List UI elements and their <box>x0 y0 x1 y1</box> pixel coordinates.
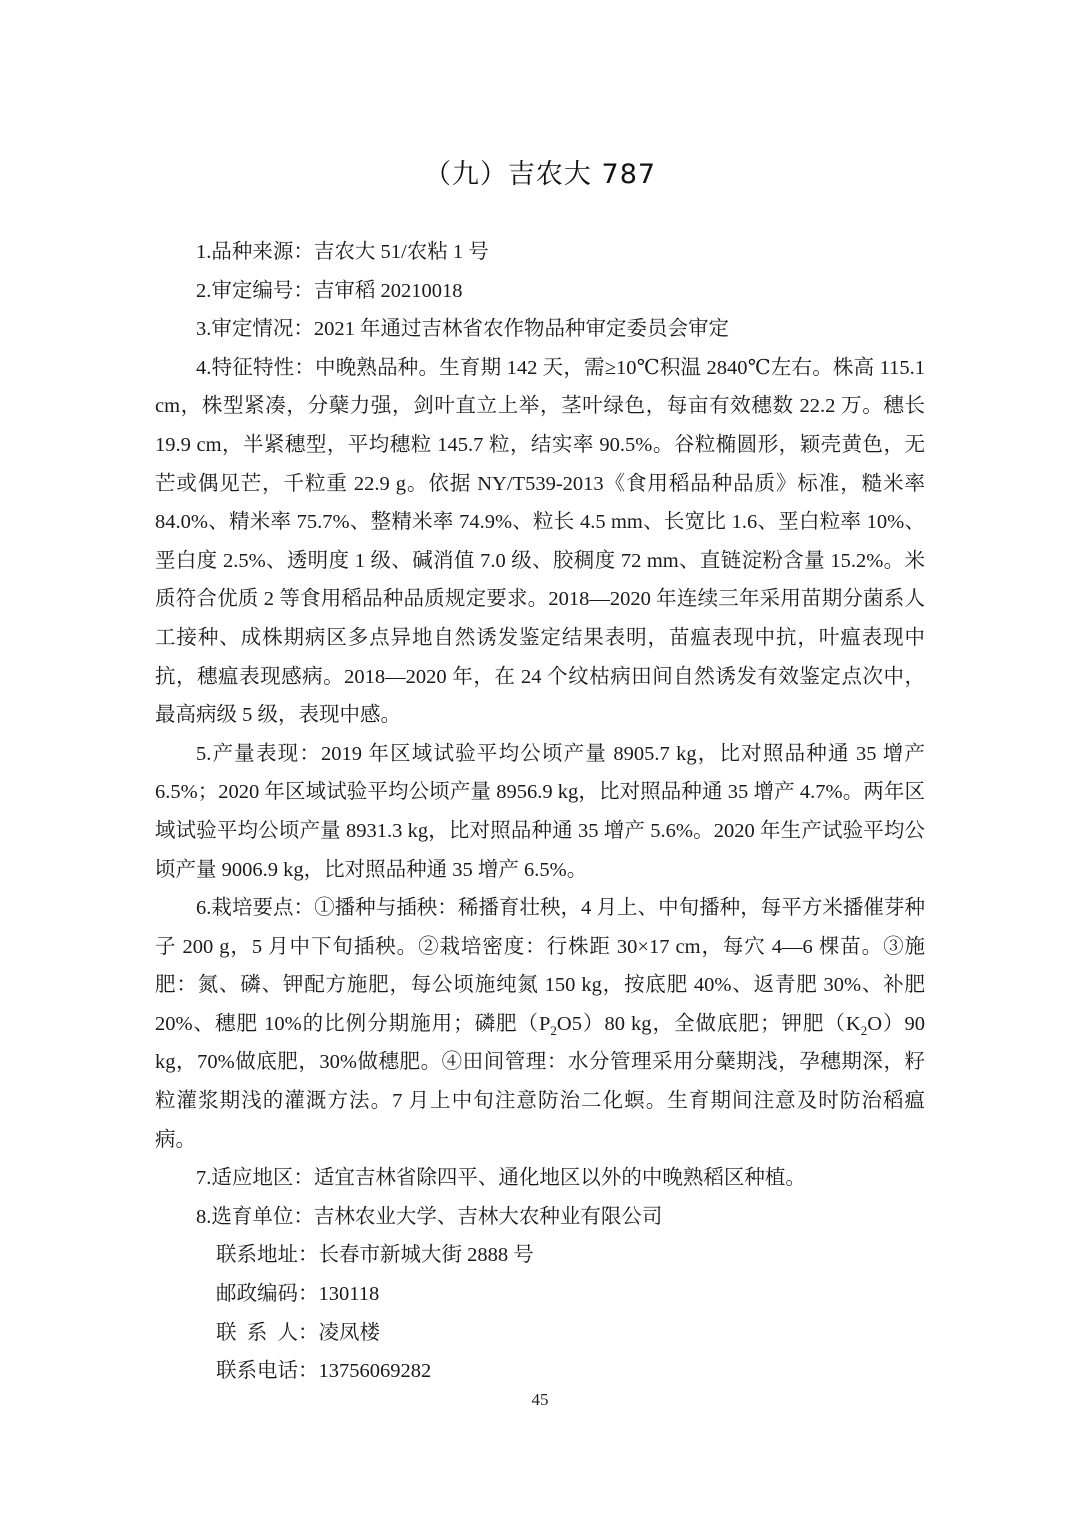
cultivation-text-3: O）90 kg，70%做底肥，30%做穗肥。④田间管理：水分管理采用分蘖期浅，孕穗期深，籽粒灌浆期浅的灌溉方法。7 月上中旬注意防治二化螟。生育期间注意及时防治稻瘟病。 <box>155 1012 925 1151</box>
item-breeder: 8.选育单位：吉林农业大学、吉林大农种业有限公司 <box>196 1205 663 1228</box>
variety-title: （九）吉农大 787 <box>423 159 657 190</box>
contact-phone-label: 联系电话： <box>216 1360 319 1383</box>
contact-phone-value: 13756069282 <box>318 1360 432 1383</box>
contact-person-label: 联 系 人： <box>216 1321 319 1344</box>
contact-postcode-value: 130118 <box>318 1283 380 1306</box>
contact-address-label: 联系地址： <box>216 1244 319 1267</box>
variety-description <box>155 233 925 1391</box>
item-region: 7.适应地区：适宜吉林省除四平、通化地区以外的中晚熟稻区种植。 <box>196 1167 806 1190</box>
contact-postcode-label: 邮政编码： <box>216 1283 319 1306</box>
cultivation-subscript-1: 2 <box>550 1022 557 1038</box>
contact-address-value: 长春市新城大街 2888 号 <box>318 1244 534 1267</box>
contact-address <box>155 1236 925 1275</box>
cultivation-text-1: 6.栽培要点：①播种与插秧：稀播育壮秧，4 月上、中旬播种，每平方米播催芽种子 200 g，5 月中下旬插秧。②栽培密度：行株距 30×17 cm，每穴 4—6 棵苗。③施肥：氮、磷、钾配方施肥，每公顷施纯氮 150 kg，按底肥 40%、返青肥 30%、补肥 20%、穗肥 10%的比例分期施用；磷肥（P <box>155 897 925 1035</box>
contact-person-value: 凌凤楼 <box>318 1321 380 1344</box>
item-yield: 5.产量表现：2019 年区域试验平均公顷产量 8905.7 kg，比对照品种通 35 增产 6.5%；2020 年区域试验平均公顷产量 8956.9 kg，比对照品种通 35 增产 4.7%。两年区域试验平均公顷产量 8931.3 kg，比对照品种通 35 增产 5.6%。2020 年生产试验平均公顷产量 9006.9 kg，比对照品种通 35 增产 6.5%。 <box>155 742 925 881</box>
page-number: 45 <box>531 1390 549 1409</box>
item-source: 1.品种来源：吉农大 51/农粘 1 号 <box>196 241 489 263</box>
item-approval-number: 2.审定编号：吉审稻 20210018 <box>196 279 463 302</box>
item-approval-status: 3.审定情况：2021 年通过吉林省农作物品种审定委员会审定 <box>196 318 729 341</box>
item-characteristics: 4.特征特性：中晚熟品种。生育期 142 天，需≥10℃积温 2840℃左右。株高 115.1 cm，株型紧凑，分蘖力强，剑叶直立上举，茎叶绿色，每亩有效穗数 22.2 万。穗长 19.9 cm，半紧穗型，平均穗粒 145.7 粒，结实率 90.5%。谷粒椭圆形，颖壳黄色，无芒或偶见芒，千粒重 22.9 g。依据 NY/T539-2013《食用稻品种品质》标准，糙米率 84.0%、精米率 75.7%、整精米率 74.9%、粒长 4.5 mm、长宽比 1.6、垩白粒率 10%、垩白度 2.5%、透明度 1 级、碱消值 7.0 级、胶稠度 72 mm、直链淀粉含量 15.2%。米质符合优质 2 等食用稻品种品质规定要求。2018—2020 年连续三年采用苗期分菌系人工接种、成株期病区多点异地自然诱发鉴定结果表明，苗瘟表现中抗，叶瘟表现中抗，穗瘟表现感病。2018—2020 年，在 24 个纹枯病田间自然诱发有效鉴定点次中，最高病级 5 级，表现中感。 <box>155 356 925 727</box>
item-cultivation <box>155 889 925 1159</box>
cultivation-text-2: O5）80 kg，全做底肥；钾肥（K <box>556 1012 861 1035</box>
contact-person <box>155 1314 925 1353</box>
cultivation-subscript-2: 2 <box>860 1022 868 1038</box>
contact-phone <box>155 1352 925 1391</box>
contact-postcode <box>155 1275 925 1314</box>
